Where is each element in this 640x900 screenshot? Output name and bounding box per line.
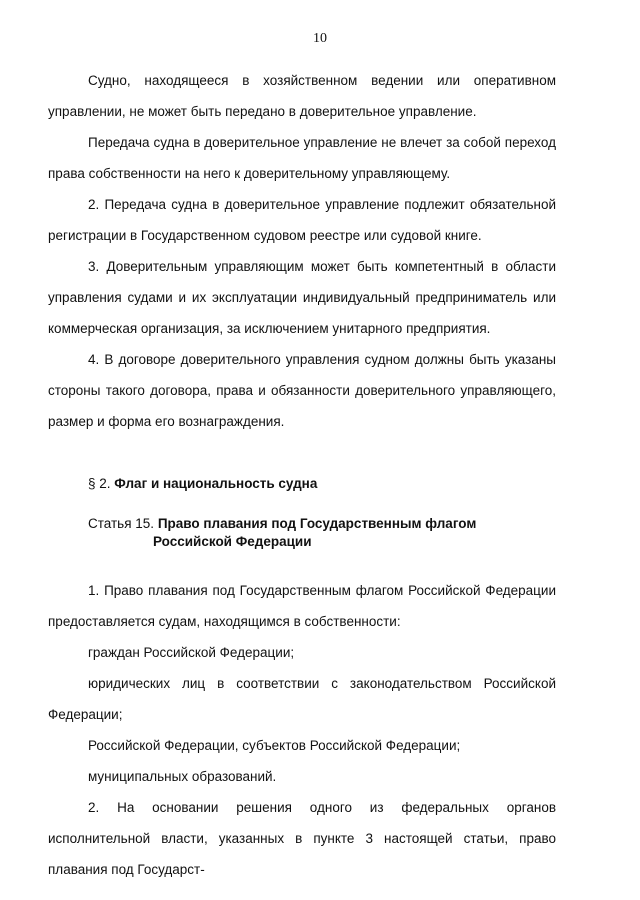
paragraph: 4. В договоре доверительного управления судном должны быть указаны стороны такого договора, права и обязанности доверительного управляющего, размер и форма его вознаграждения. [48,352,556,429]
article-heading [48,515,556,551]
paragraph: 1. Право плавания под Государственным флагом Российской Федерации предоставляется судам, находящимся в собственности: [48,583,556,629]
list-item: юридических лиц в соответствии с законодательством Российской Федерации; [48,676,556,722]
paragraph: Судно, находящееся в хозяйственном ведении или оперативном управлении, не может быть передано в доверительное управление. [48,73,556,119]
article-title-line2: Российской Федерации [153,534,312,549]
section-title: Флаг и национальность судна [114,476,318,491]
list-item: Российской Федерации, субъектов Российской Федерации; [88,738,461,753]
list-item: граждан Российской Федерации; [88,645,295,660]
page-number: 10 [313,31,327,46]
paragraph: 2. На основании решения одного из федеральных органов исполнительной власти, указанных в пункте 3 настоящей статьи, право плавания под Государст- [48,800,556,877]
section-prefix: § 2. [88,476,111,491]
section-heading [48,468,556,499]
paragraph: Передача судна в доверительное управление не влечет за собой переход права собственности на него к доверительному управляющему. [48,135,556,181]
article-title-line1: Право плавания под Государственным флагом [157,516,477,531]
document-body [48,65,556,885]
article-prefix: Статья 15. [88,516,155,531]
paragraph: 3. Доверительным управляющим может быть компетентный в области управления судами и их эксплуатации индивидуальный предприниматель или коммерческая организация, за исключением унитарного предприятия. [48,259,556,336]
list-item: муниципальных образований. [88,769,277,784]
paragraph: 2. Передача судна в доверительное управление подлежит обязательной регистрации в Государственном судовом реестре или судовой книге. [48,197,556,243]
